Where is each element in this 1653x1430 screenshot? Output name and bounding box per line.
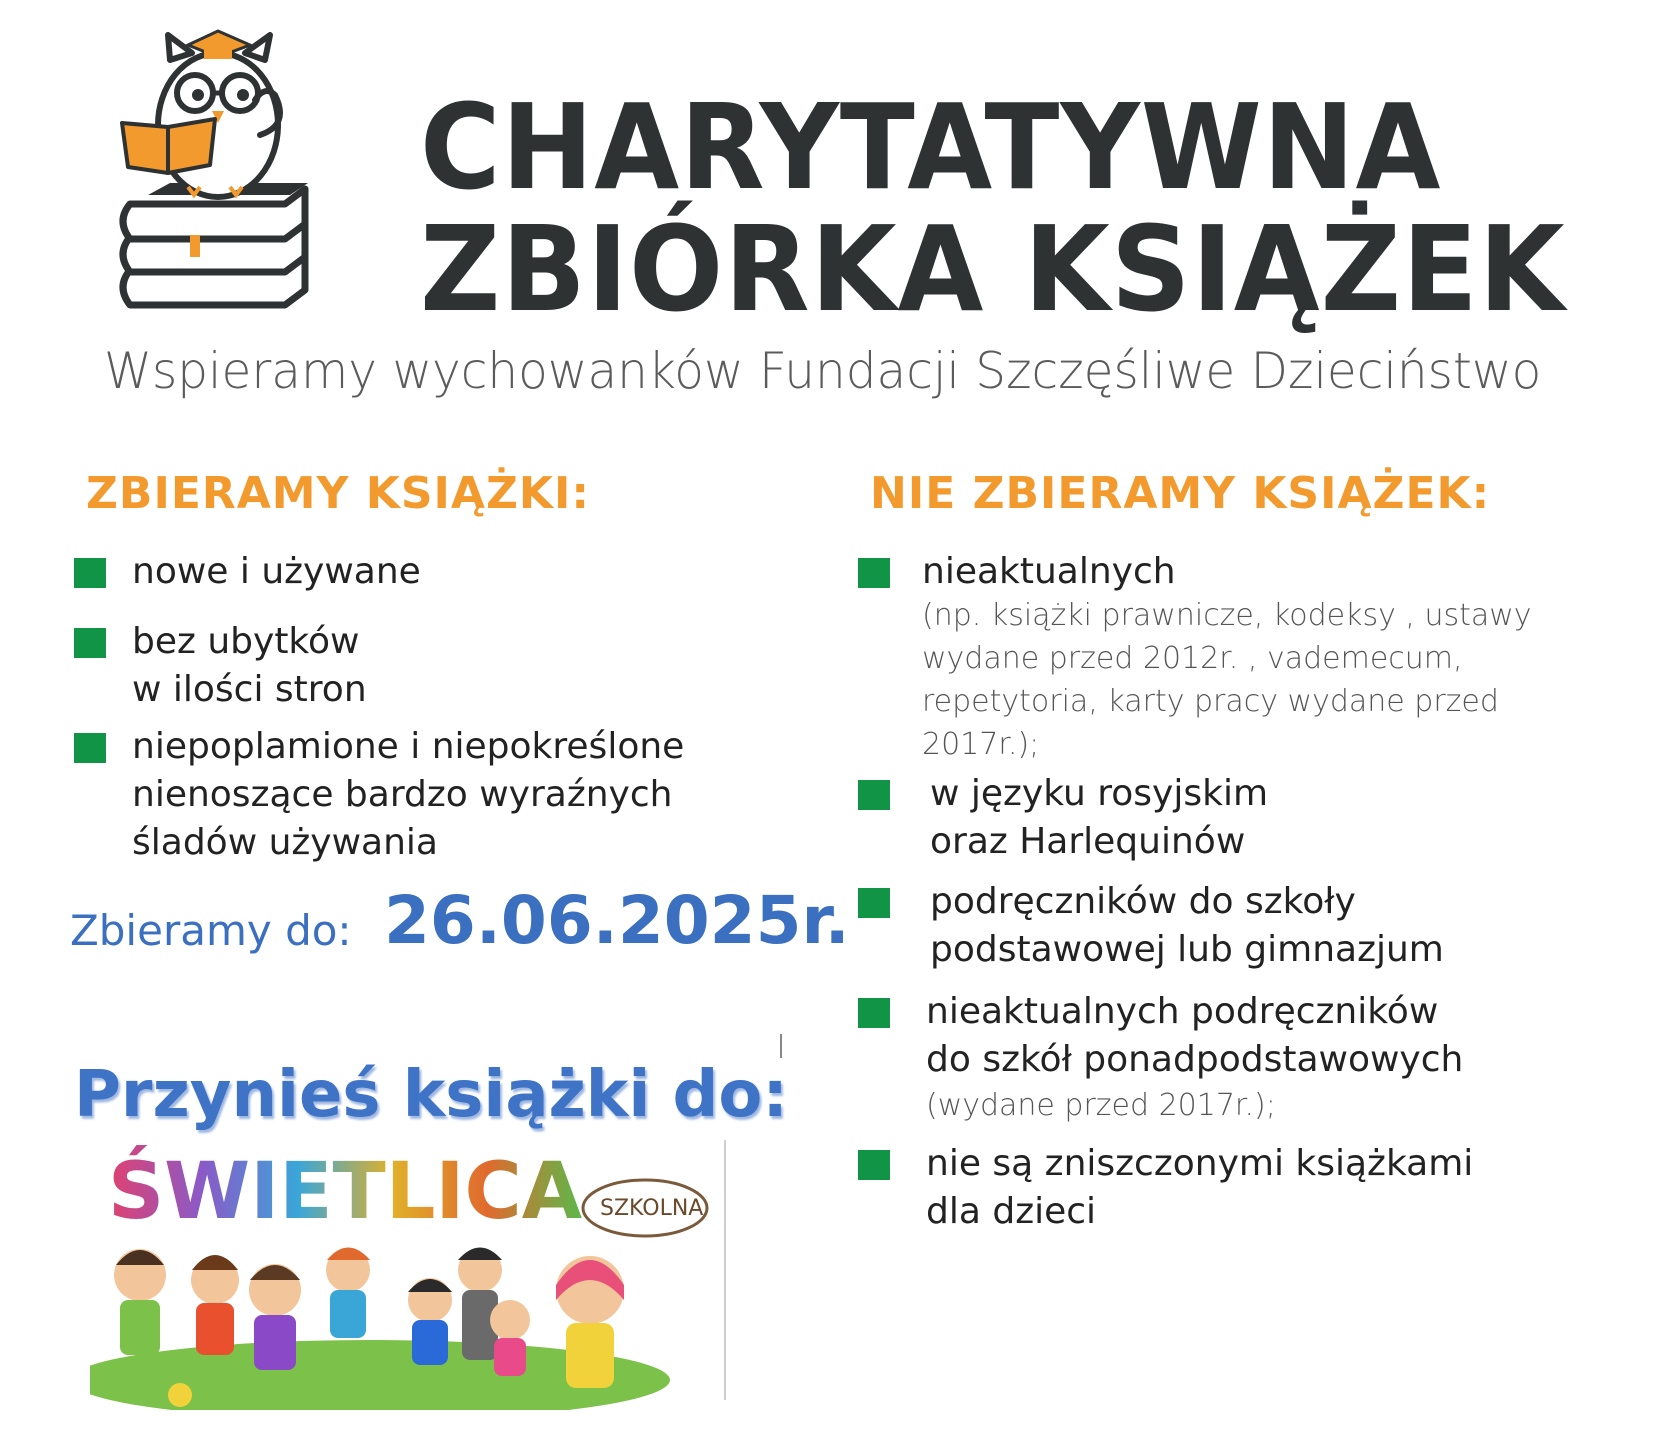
deadline-label: Zbieramy do: (70, 906, 352, 955)
list-item-note: repetytoria, karty pracy wydane przed (922, 684, 1499, 719)
place-title: ŚWIETLICA (108, 1147, 583, 1237)
not-collected-books-heading: NIE ZBIERAMY KSIĄŻEK: (870, 468, 1491, 519)
bring-books-to-label: Przynieś książki do: (74, 1058, 788, 1132)
green-square-bullet-icon (858, 1150, 890, 1180)
subtitle: Wspieramy wychowanków Fundacji Szczęśliwe Dzieciństwo (104, 342, 1542, 400)
list-item-note: 2017r.); (922, 727, 1040, 762)
school-common-room-illustration (90, 1140, 730, 1410)
green-square-bullet-icon (74, 628, 106, 658)
green-square-bullet-icon (858, 780, 890, 810)
divider (724, 1140, 726, 1400)
place-subtitle: SZKOLNA (600, 1196, 704, 1221)
list-item-text: oraz Harlequinów (930, 821, 1246, 862)
list-item-text: podstawowej lub gimnazjum (930, 929, 1444, 970)
list-item-note: (wydane przed 2017r.); (926, 1088, 1276, 1123)
list-item-text: niepoplamione i niepokreślone (132, 726, 685, 767)
list-item-note: wydane przed 2012r. , vademecum, (922, 641, 1463, 676)
green-square-bullet-icon (858, 888, 890, 918)
list-item-text: nowe i używane (132, 551, 421, 592)
list-item-text: w ilości stron (132, 669, 367, 710)
green-square-bullet-icon (74, 558, 106, 588)
list-item-text: podręczników do szkoły (930, 881, 1356, 922)
list-item-text: do szkół ponadpodstawowych (926, 1039, 1464, 1080)
list-item-text: nie są zniszczonymi książkami (926, 1143, 1474, 1184)
list-item-note: (np. książki prawnicze, kodeksy , ustawy (922, 598, 1532, 633)
list-item-text: nieaktualnych podręczników (926, 991, 1439, 1032)
list-item-text: nienoszące bardzo wyraźnych (132, 774, 673, 815)
divider (780, 1034, 782, 1058)
collected-books-heading: ZBIERAMY KSIĄŻKI: (86, 468, 590, 519)
list-item-text: dla dzieci (926, 1191, 1097, 1232)
title-line-2: ZBIÓRKA KSIĄŻEK (420, 200, 1566, 338)
owl-reading-on-books-icon (110, 15, 325, 315)
list-item-text: bez ubytków (132, 621, 360, 662)
list-item-text: śladów używania (132, 822, 438, 863)
green-square-bullet-icon (858, 558, 890, 588)
list-item-text: nieaktualnych (922, 551, 1176, 592)
list-item-text: w języku rosyjskim (930, 773, 1269, 814)
deadline-date: 26.06.2025r. (384, 882, 850, 959)
green-square-bullet-icon (74, 733, 106, 763)
green-square-bullet-icon (858, 998, 890, 1028)
title-line-1: CHARYTATYWNA (420, 78, 1442, 216)
